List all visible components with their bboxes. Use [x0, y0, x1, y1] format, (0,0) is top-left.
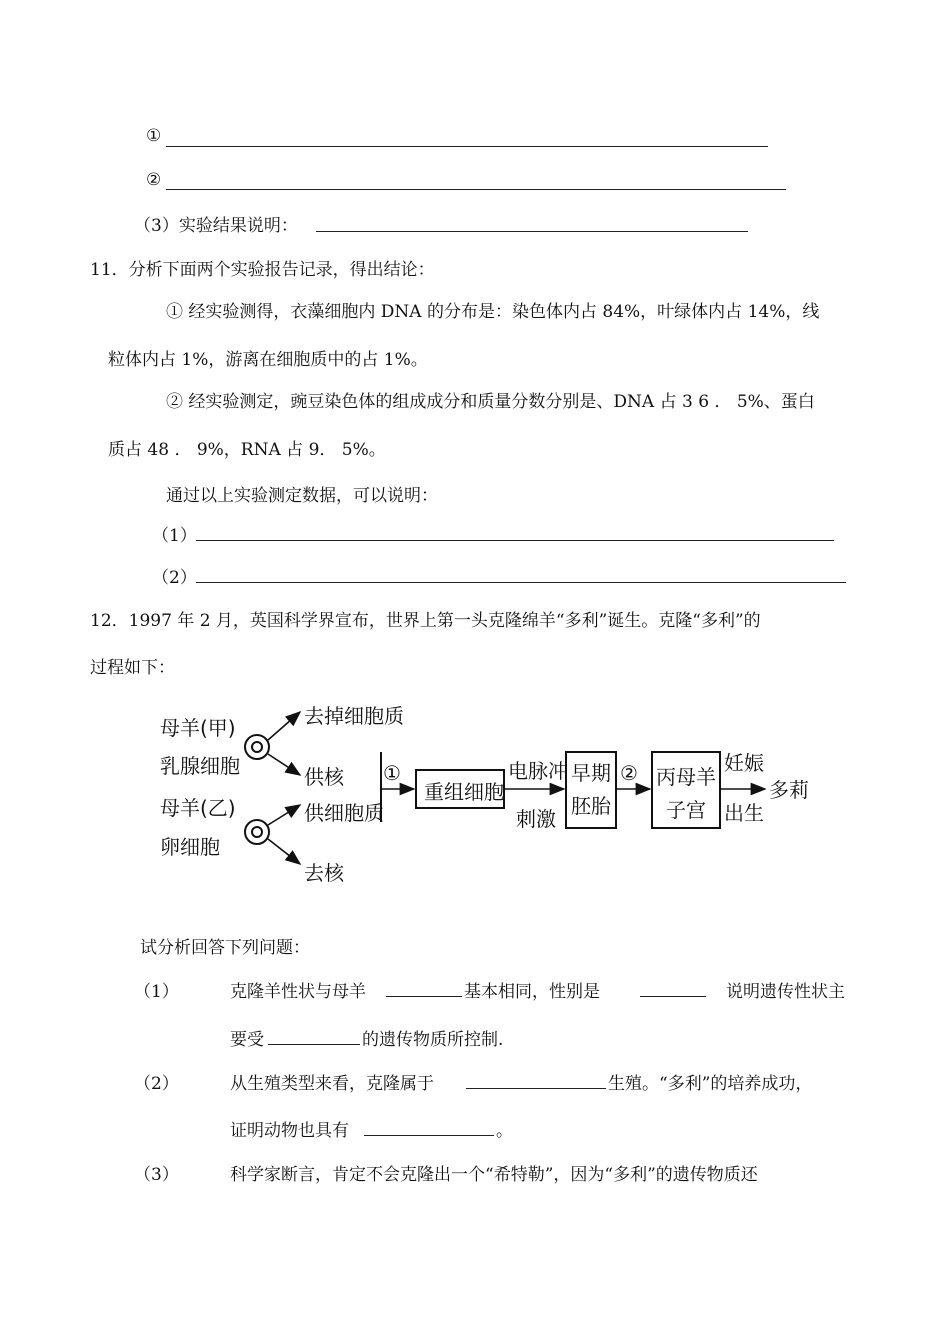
q11-record1-line2: 粒体内占 1%，游离在细胞质中的占 1%。: [108, 350, 428, 370]
q12-sub1-blank-3[interactable]: [268, 1044, 360, 1045]
q10-item1-marker: ①: [146, 126, 162, 146]
q12-sub2-number: （2）: [134, 1074, 179, 1094]
remove-cytoplasm-label: 去掉细胞质: [304, 704, 404, 728]
early-label: 早期: [571, 761, 611, 785]
step1-marker: ①: [383, 761, 401, 785]
q12-title-line1: 12．1997 年 2 月，英国科学界宣布，世界上第一头克隆绵羊“多利”诞生。克隆“多利”的: [90, 611, 761, 631]
pregnancy-label: 妊娠: [724, 751, 764, 775]
q12-sub1-text-c: 说明遗传性状主: [726, 982, 845, 1002]
q10-item3-label: （3）实验结果说明：: [134, 216, 298, 236]
q12-title-line2: 过程如下：: [90, 658, 175, 678]
birth-label: 出生: [724, 801, 764, 825]
q12-sub1-text-b: 基本相同，性别是: [464, 982, 600, 1002]
cell-icon-mammary: [245, 735, 269, 759]
stimulation-label: 刺激: [516, 807, 556, 831]
q12-prompt: 试分析回答下列问题：: [140, 938, 310, 958]
q12-sub2-text-a: 从生殖类型来看，克隆属于: [230, 1074, 434, 1094]
q11-blank2-label: （2）: [152, 568, 197, 588]
uterus-label: 子宫: [666, 798, 706, 822]
surrogate-sheep-label: 丙母羊: [656, 765, 716, 789]
step2-marker: ②: [620, 761, 638, 785]
mammary-cell-label: 乳腺细胞: [160, 754, 240, 778]
q12-sub2-blank-2[interactable]: [364, 1135, 494, 1136]
provide-cytoplasm-label: 供细胞质: [304, 801, 384, 825]
q11-blank1-label: （1）: [152, 526, 197, 546]
cell-icon-egg: [245, 820, 269, 844]
egg-cell-label: 卵细胞: [160, 835, 220, 859]
q11-title: 11．分析下面两个实验报告记录，得出结论：: [90, 260, 435, 280]
q12-sub2-text-c: 证明动物也具有: [230, 1121, 349, 1141]
embryo-label: 胚胎: [571, 794, 611, 818]
q12-sub3-text-a: 科学家断言，肯定不会克隆出一个“希特勒”，因为“多利”的遗传物质还: [230, 1165, 758, 1185]
q12-sub2-text-b: 生殖。“多利”的培养成功，: [608, 1074, 813, 1094]
q11-record1-line1: ① 经实验测得，衣藻细胞内 DNA 的分布是：染色体内占 84%，叶绿体内占 14%，线: [166, 302, 820, 322]
recombined-cell-label: 重组细胞: [424, 780, 504, 804]
electric-pulse-label: 电脉冲: [508, 759, 568, 783]
q12-sub1-number: （1）: [134, 982, 179, 1002]
sheep-b-label: 母羊(乙): [160, 796, 236, 820]
remove-nucleus-label: 去核: [304, 861, 344, 885]
q12-sub1-text-e: 的遗传物质所控制.: [362, 1030, 504, 1050]
dolly-label: 多莉: [769, 778, 809, 802]
q12-sub1-text-a: 克隆羊性状与母羊: [230, 982, 366, 1002]
q12-sub2-text-d: 。: [496, 1121, 513, 1141]
q12-sub1-text-d: 要受: [230, 1030, 264, 1050]
q12-sub3-number: （3）: [134, 1165, 179, 1185]
q11-intro: 通过以上实验测定数据，可以说明：: [166, 486, 438, 506]
q12-sub2-blank-1[interactable]: [466, 1088, 606, 1089]
q11-record2-line2: 质占 48 ． 9%，RNA 占 9． 5%。: [108, 440, 386, 460]
q11-record2-line1: ② 经实验测定，豌豆染色体的组成成分和质量分数分别是、DNA 占 3 6 ． 5%、蛋白: [166, 392, 815, 412]
q12-sub1-blank-2[interactable]: [640, 996, 706, 997]
q12-sub1-blank-1[interactable]: [386, 996, 462, 997]
sheep-a-label: 母羊(甲): [160, 716, 236, 740]
provide-nucleus-label: 供核: [304, 765, 344, 789]
q10-item2-marker: ②: [146, 170, 162, 190]
